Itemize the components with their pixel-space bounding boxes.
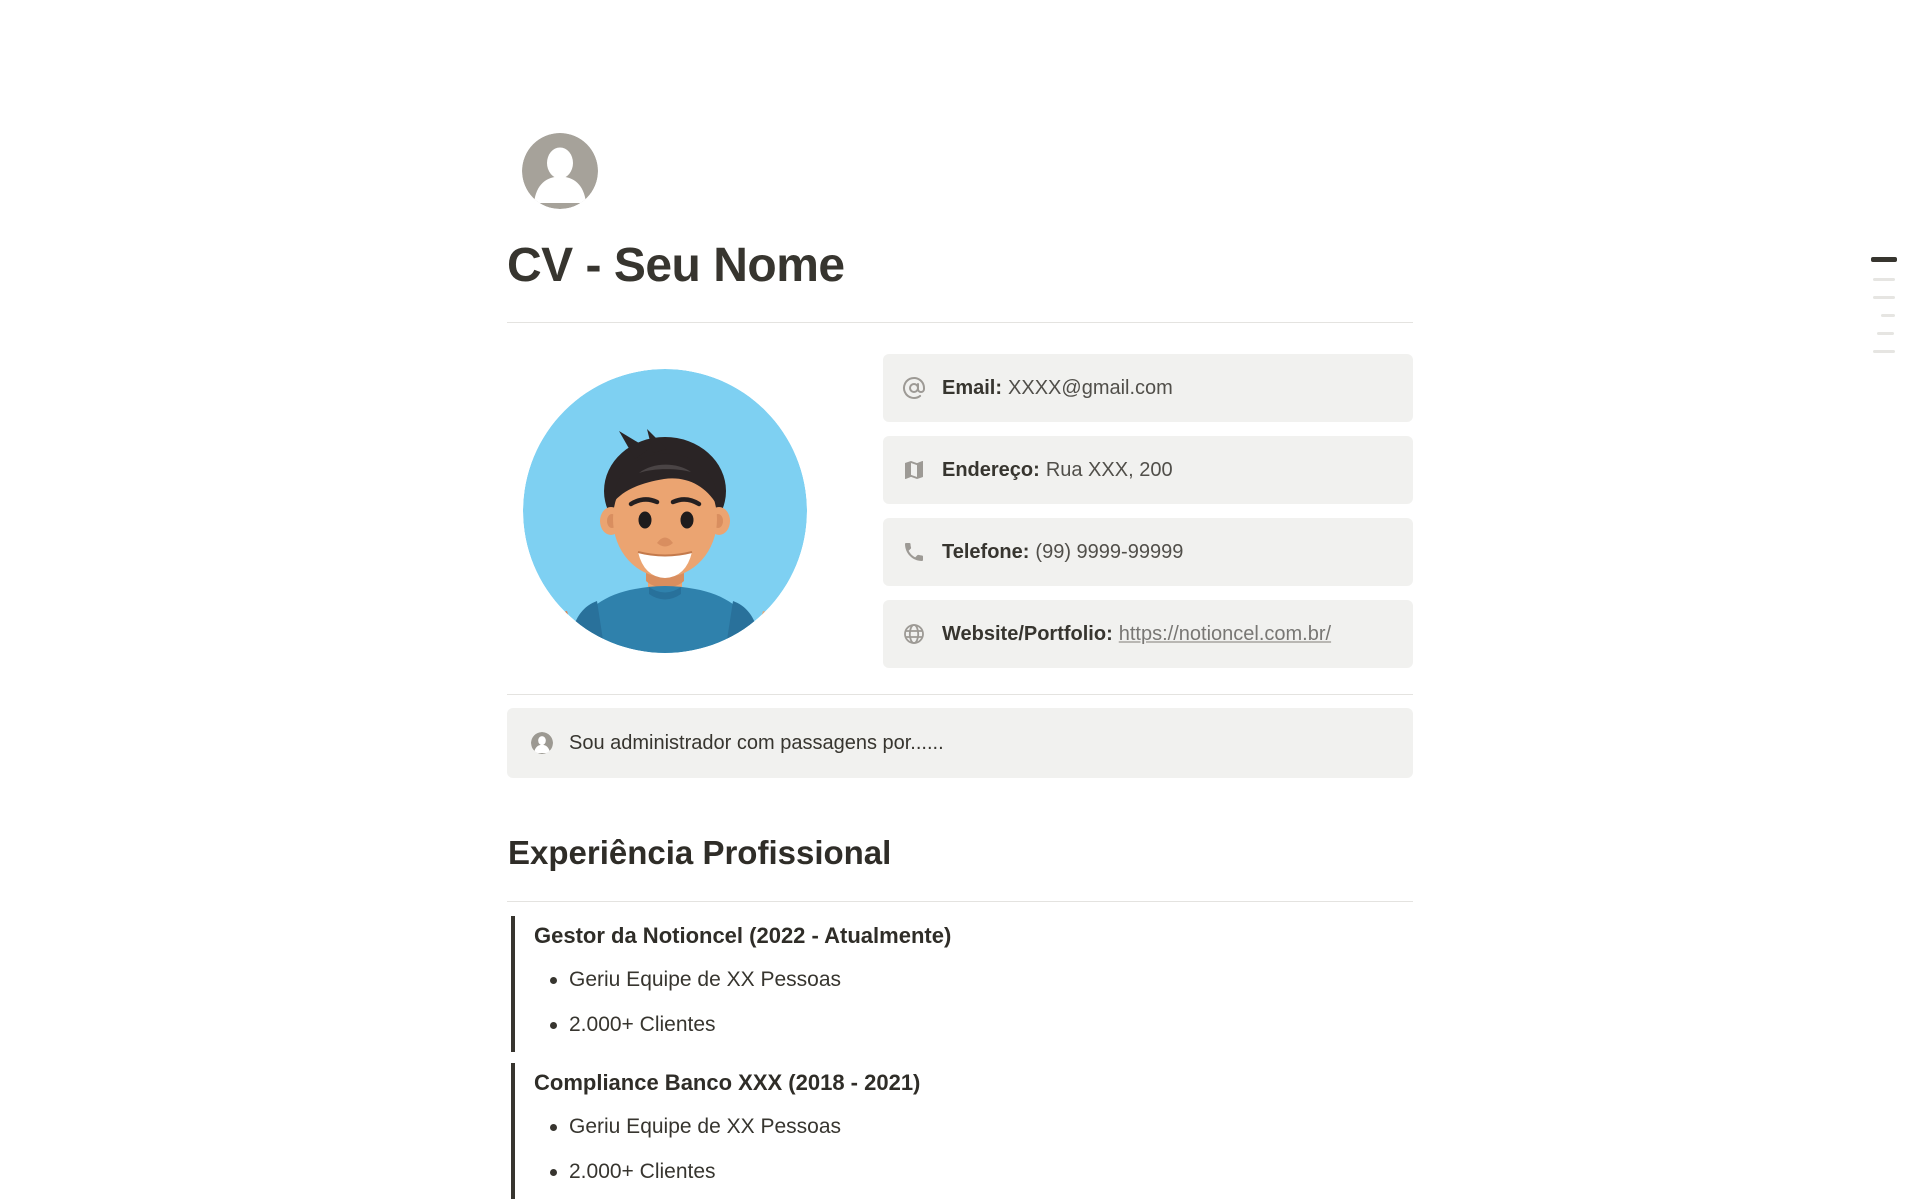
experience-entry[interactable] [511,1063,1401,1199]
contact-text [942,541,1183,564]
bullet-dot [550,1124,557,1131]
list-item [534,1158,1401,1186]
divider [507,322,1413,323]
outline-indicator-bar[interactable] [1873,350,1895,353]
person-silhouette-icon [522,133,598,209]
bullet-text: Geriu Equipe de XX Pessoas [569,968,841,991]
profile-photo[interactable] [523,369,807,653]
bullet-dot [550,1022,557,1029]
outline-indicator-bar[interactable] [1881,314,1895,317]
phone-icon [902,540,926,564]
page-content-column [507,0,1413,1199]
outline-indicator-bar[interactable] [1871,257,1897,262]
section-heading-experience[interactable]: Experiência Profissional [508,834,892,871]
contact-label: Email: [942,376,1003,399]
contact-label: Website/Portfolio: [942,622,1113,645]
bullet-text: 2.000+ Clientes [569,1013,716,1036]
globe-icon [902,622,926,646]
contact-label: Telefone: [942,540,1030,563]
outline-indicator[interactable] [1868,255,1902,359]
contact-text [942,377,1173,400]
contact-text [942,623,1331,646]
outline-indicator-bar[interactable] [1873,278,1895,281]
experience-title: Compliance Banco XXX (2018 - 2021) [534,1070,921,1095]
contact-value: XXXX@gmail.com [1008,376,1173,399]
list-item [534,966,1401,994]
page-icon-button[interactable] [522,133,598,209]
contact-value: (99) 9999-99999 [1035,540,1184,563]
divider [507,694,1413,695]
at-icon [902,376,926,400]
list-item [534,1011,1401,1039]
bullet-text: 2.000+ Clientes [569,1160,716,1183]
contact-row-website[interactable] [883,600,1413,668]
callout-text: Sou administrador com passagens por...... [569,731,944,754]
outline-indicator-bar[interactable] [1873,296,1895,299]
bullet-dot [550,977,557,984]
contact-row-address[interactable] [883,436,1413,504]
divider [507,901,1413,902]
contact-row-phone[interactable] [883,518,1413,586]
contact-text [942,459,1173,482]
contact-label: Endereço: [942,458,1040,481]
contact-row-email[interactable] [883,354,1413,422]
summary-callout[interactable] [507,708,1413,778]
person-circle-icon [530,731,554,755]
portfolio-link[interactable]: https://notioncel.com.br/ [1118,622,1332,645]
contact-value: Rua XXX, 200 [1045,458,1173,481]
experience-title: Gestor da Notioncel (2022 - Atualmente) [534,923,952,948]
bullet-dot [550,1169,557,1176]
cartoon-man-avatar [523,369,807,653]
list-item [534,1113,1401,1141]
map-icon [902,458,926,482]
outline-indicator-bar[interactable] [1877,332,1894,335]
page-title[interactable]: CV - Seu Nome [507,239,845,292]
bullet-text: Geriu Equipe de XX Pessoas [569,1115,841,1138]
experience-entry[interactable] [511,916,1401,1052]
